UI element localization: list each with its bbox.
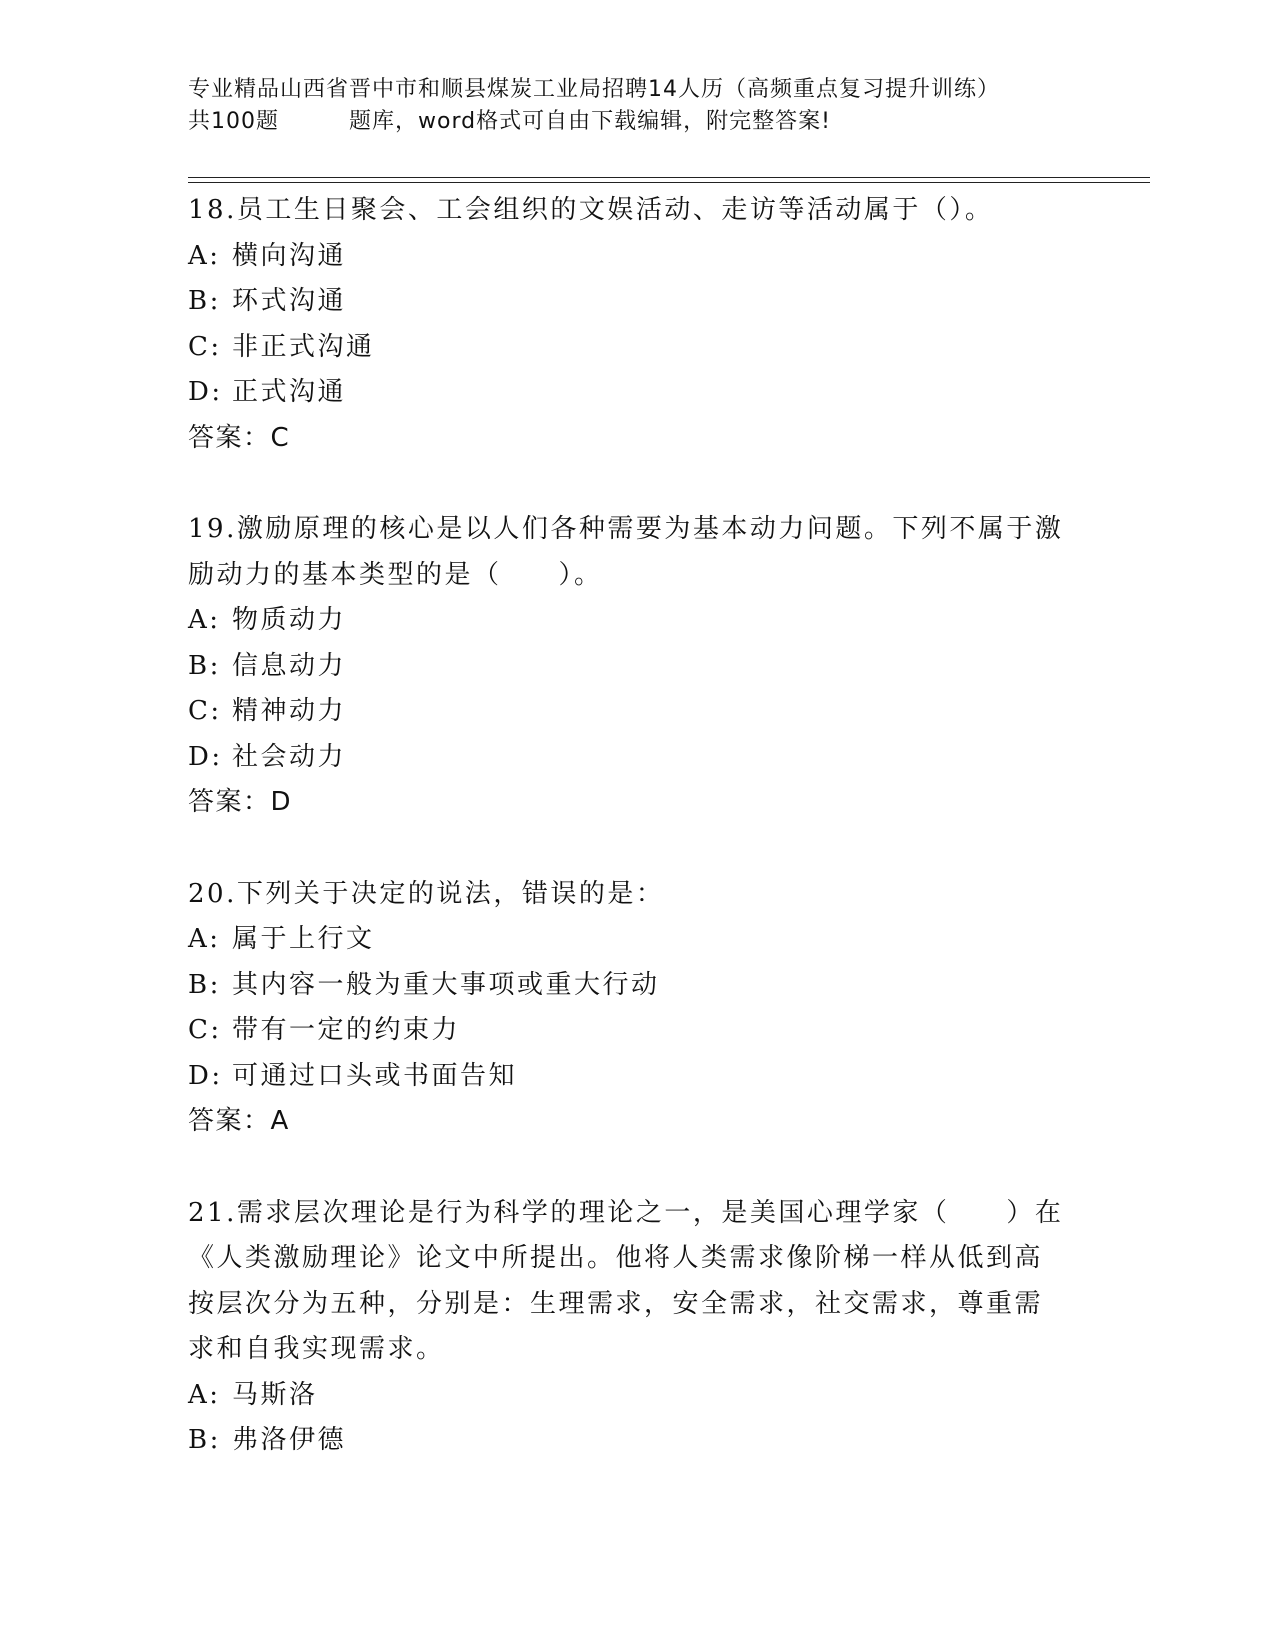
option-text: 其内容一般为重大事项或重大行动 [232, 969, 660, 1000]
option-text: 马斯洛 [232, 1379, 318, 1410]
option-letter: D: [188, 741, 223, 772]
option-letter: C: [188, 696, 222, 726]
option-text: 带有一定的约束力 [232, 1015, 461, 1045]
header-divider-top [188, 177, 1150, 178]
option-text: 环式沟通 [232, 286, 347, 316]
option-c [188, 689, 1088, 735]
option-letter: A: [188, 1379, 221, 1410]
option-d [188, 370, 1088, 416]
option-c [188, 1008, 1088, 1054]
option-text: 精神动力 [232, 696, 347, 726]
option-b [188, 279, 1088, 325]
document-header [188, 74, 1088, 138]
option-text: 横向沟通 [232, 240, 347, 271]
answer-line: 答案：C [188, 422, 291, 453]
question-block [188, 1191, 1088, 1464]
option-letter: A: [188, 240, 221, 271]
header-subtitle-line [188, 106, 1088, 138]
option-b [188, 1418, 1088, 1464]
option-letter: A: [188, 605, 221, 635]
option-text: 非正式沟通 [232, 331, 375, 362]
header-title-line: 专业精品山西省晋中市和顺县煤炭工业局招聘14人历（高频重点复习提升训练） [188, 77, 1000, 102]
option-letter: D: [188, 377, 223, 407]
question-block [188, 507, 1088, 826]
option-letter: B: [188, 286, 221, 316]
answer-line: 答案：D [188, 787, 293, 817]
option-text: 信息动力 [232, 650, 347, 681]
header-question-count: 共100题 [188, 109, 279, 134]
question-block [188, 872, 1088, 1145]
option-d [188, 1054, 1088, 1100]
option-letter: C: [188, 331, 222, 362]
option-text: 弗洛伊德 [232, 1425, 347, 1455]
header-divider-bottom [188, 182, 1150, 183]
option-text: 可通过口头或书面告知 [232, 1060, 518, 1091]
header-description: 题库，word格式可自由下载编辑，附完整答案! [349, 109, 831, 134]
option-b [188, 644, 1088, 690]
option-text: 物质动力 [232, 605, 347, 635]
option-text: 正式沟通 [232, 377, 347, 407]
option-a [188, 1373, 1088, 1419]
option-d [188, 735, 1088, 781]
option-letter: B: [188, 969, 221, 1000]
question-stem: 19.激励原理的核心是以人们各种需要为基本动力问题。下列不属于激励动力的基本类型的是（ ）。 [188, 514, 1064, 590]
question-stem: 20.下列关于决定的说法，错误的是： [188, 878, 665, 909]
option-a [188, 917, 1088, 963]
question-block [188, 188, 1088, 461]
option-letter: B: [188, 1425, 221, 1455]
option-b [188, 963, 1088, 1009]
option-letter: D: [188, 1060, 223, 1091]
answer-line: 答案：A [188, 1106, 290, 1136]
option-letter: C: [188, 1015, 222, 1045]
question-stem: 21.需求层次理论是行为科学的理论之一，是美国心理学家（ ）在《人类激励理论》论文中所提出。他将人类需求像阶梯一样从低到高按层次分为五种，分别是：生理需求，安全需求，社交需求，尊重需求和自我实现需求。 [188, 1197, 1064, 1364]
question-list [188, 188, 1088, 1464]
option-a [188, 234, 1088, 280]
option-text: 属于上行文 [232, 924, 375, 954]
question-stem: 18.员工生日聚会、工会组织的文娱活动、走访等活动属于（）。 [188, 195, 994, 225]
option-c [188, 325, 1088, 371]
option-text: 社会动力 [232, 741, 347, 772]
option-letter: B: [188, 650, 221, 681]
option-a [188, 598, 1088, 644]
option-letter: A: [188, 924, 221, 954]
